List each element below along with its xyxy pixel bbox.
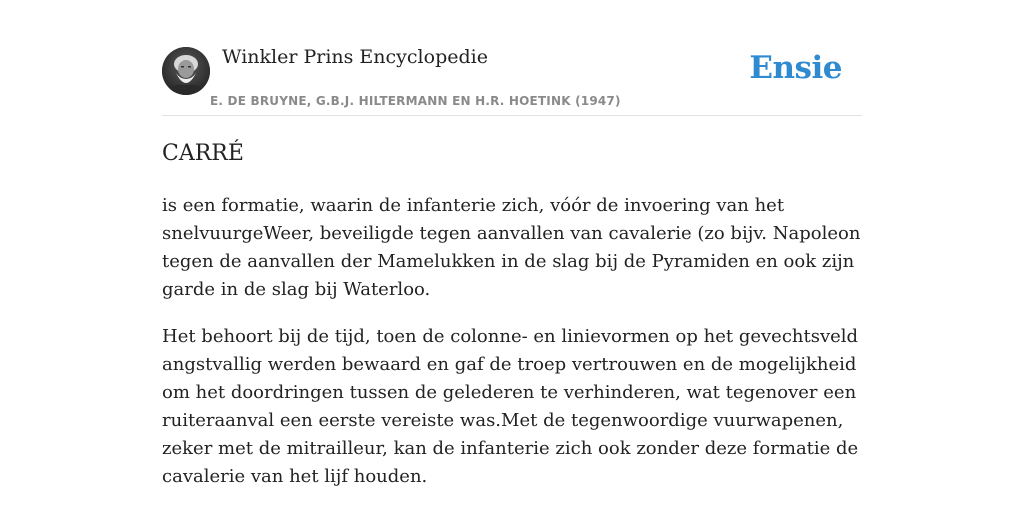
ensie-logo-link[interactable]: Ensie bbox=[749, 50, 842, 86]
publication-header bbox=[162, 0, 862, 116]
author-avatar[interactable] bbox=[162, 47, 210, 95]
entry-paragraph: Het behoort bij de tijd, toen de colonne- en linievormen op het gevechtsveld angstvallig werden bewaard en gaf de troep vertrouwen en de mogelijkheid om het doordringen tussen de gelederen te verhinderen, wat tegenover een ruiteraanval een eerste vereiste was.Met de tegenwoordige vuurwapenen, zeker met de mitrailleur, kan de infanterie zich ook zonder deze formatie de cavalerie van het lijf houden. bbox=[162, 326, 859, 487]
portrait-icon bbox=[162, 47, 210, 95]
entry-title: CARRÉ bbox=[162, 141, 244, 166]
entry-paragraph: is een formatie, waarin de infanterie zich, vóór de invoering van het snelvuurgeWeer, beveiligde tegen aanvallen van cavalerie (zo bijv. Napoleon tegen de aanvallen der Mamelukken in de slag bij de Pyramiden en ook zijn garde in de slag bij Waterloo. bbox=[162, 195, 861, 300]
page bbox=[162, 0, 862, 487]
entry-body bbox=[162, 192, 862, 510]
publication-authors: E. DE BRUYNE, G.B.J. HILTERMANN EN H.R. HOETINK (1947) bbox=[210, 94, 621, 108]
publication-title[interactable]: Winkler Prins Encyclopedie bbox=[222, 46, 488, 68]
